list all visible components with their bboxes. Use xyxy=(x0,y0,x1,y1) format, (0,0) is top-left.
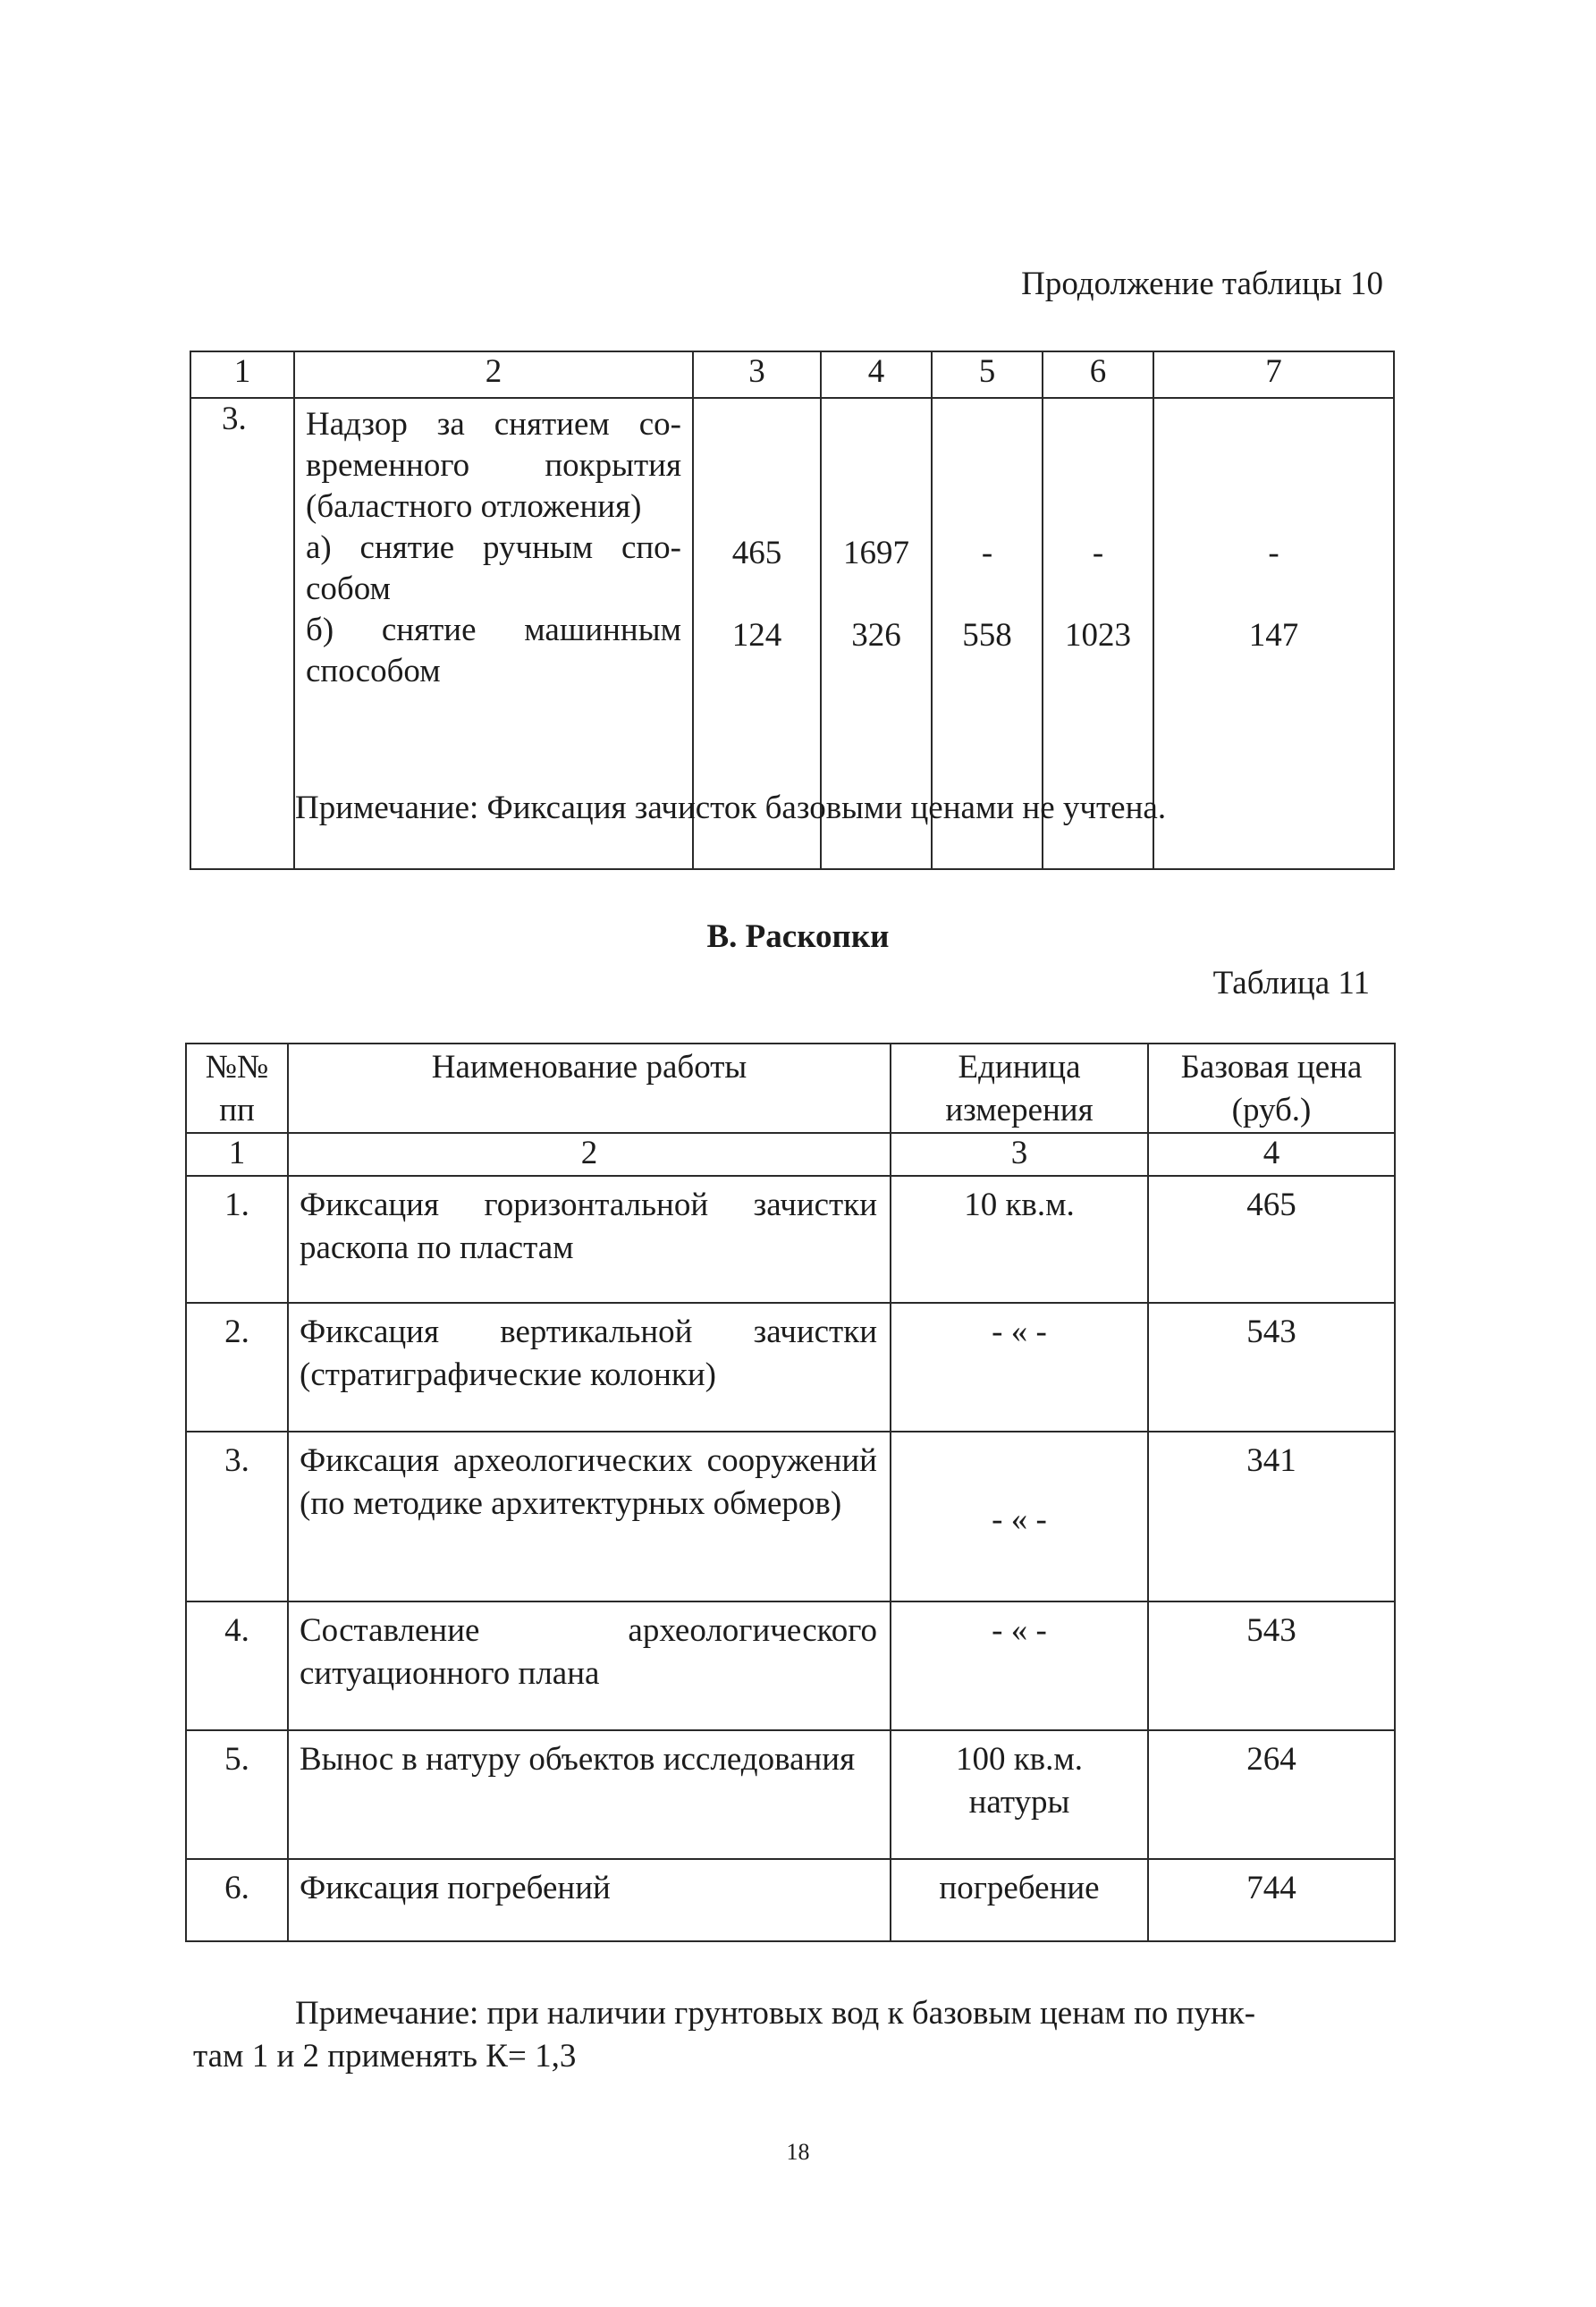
continuation-title: Продолжение таблицы 10 xyxy=(1021,266,1383,302)
value-b: 124 xyxy=(731,617,782,654)
table-10-header-cell: 5 xyxy=(932,351,1043,398)
unit: - « - xyxy=(891,1601,1148,1730)
table-10-header-row xyxy=(190,351,1394,398)
name-line: (баластного отложения) xyxy=(306,488,642,525)
value-a: - xyxy=(981,535,993,571)
value-a: - xyxy=(1268,535,1279,571)
header-number: №№ пп xyxy=(186,1044,288,1133)
name-line: Надзор за снятием со- xyxy=(306,406,681,443)
note-2-line: Примечание: при наличии грунтовых вод к базовым ценам по пунк- xyxy=(295,1995,1256,2032)
name-line: а) снятие ручным спо- xyxy=(306,529,681,566)
value-b: 558 xyxy=(962,617,1012,654)
value-a: - xyxy=(1092,535,1104,571)
table-11-title: Таблица 11 xyxy=(1212,965,1370,1001)
table-10-header-cell: 2 xyxy=(294,351,693,398)
column-number: 1 xyxy=(186,1133,288,1176)
table-row xyxy=(186,1859,1395,1941)
table-row xyxy=(186,1432,1395,1601)
work-name: Фиксация археологических сооружений (по методике архитектурных обмеров) xyxy=(288,1432,891,1601)
table-11-header-row xyxy=(186,1044,1395,1133)
price: 543 xyxy=(1148,1303,1395,1432)
note-2 xyxy=(193,1992,1377,2078)
table-row xyxy=(186,1601,1395,1730)
unit: 100 кв.м. натуры xyxy=(891,1730,1148,1859)
note-2-line: там 1 и 2 применять К= 1,3 xyxy=(193,2038,577,2075)
row-number: 5. xyxy=(186,1730,288,1859)
row-number: 2. xyxy=(186,1303,288,1432)
name-line: б) снятие машинным xyxy=(306,612,681,648)
header-unit: Единица измерения xyxy=(891,1044,1148,1133)
unit: 10 кв.м. xyxy=(891,1176,1148,1303)
price: 543 xyxy=(1148,1601,1395,1730)
work-name: Фиксация горизонтальной зачистки раскопа по пластам xyxy=(288,1176,891,1303)
column-number: 2 xyxy=(288,1133,891,1176)
table-row xyxy=(186,1176,1395,1303)
unit: - « - xyxy=(891,1432,1148,1601)
name-line: временного покрытия xyxy=(306,447,681,484)
table-10-header-cell: 6 xyxy=(1043,351,1153,398)
unit: погребение xyxy=(891,1859,1148,1941)
page-number: 18 xyxy=(786,2139,810,2165)
row-number: 4. xyxy=(186,1601,288,1730)
table-11-column-numbers xyxy=(186,1133,1395,1176)
work-name: Вынос в натуру объектов исследования xyxy=(288,1730,891,1859)
work-name: Составление археологического ситуационного плана xyxy=(288,1601,891,1730)
value-cell xyxy=(1153,398,1394,869)
header-price: Базовая цена (руб.) xyxy=(1148,1044,1395,1133)
price: 341 xyxy=(1148,1432,1395,1601)
value-b: 326 xyxy=(851,617,901,654)
work-name: Фиксация вертикальной зачистки (стратиграфические колонки) xyxy=(288,1303,891,1432)
value-b: 147 xyxy=(1248,617,1299,654)
table-row xyxy=(186,1303,1395,1432)
name-line: способом xyxy=(306,653,441,689)
table-row xyxy=(186,1730,1395,1859)
row-number: 3. xyxy=(186,1432,288,1601)
table-10-header-cell: 1 xyxy=(190,351,294,398)
table-10-header-cell: 3 xyxy=(693,351,821,398)
price: 264 xyxy=(1148,1730,1395,1859)
table-10-header-cell: 4 xyxy=(821,351,932,398)
value-b: 1023 xyxy=(1065,617,1131,654)
note-1: Примечание: Фиксация зачисток базовыми ценами не учтена. xyxy=(295,790,1167,826)
name-line: собом xyxy=(306,570,391,607)
column-number: 3 xyxy=(891,1133,1148,1176)
price: 744 xyxy=(1148,1859,1395,1941)
header-name: Наименование работы xyxy=(288,1044,891,1133)
value-a: 1697 xyxy=(843,535,909,571)
row-number: 1. xyxy=(186,1176,288,1303)
row-number: 3. xyxy=(190,398,294,869)
row-number: 6. xyxy=(186,1859,288,1941)
work-name: Фиксация погребений xyxy=(288,1859,891,1941)
column-number: 4 xyxy=(1148,1133,1395,1176)
unit: - « - xyxy=(891,1303,1148,1432)
price: 465 xyxy=(1148,1176,1395,1303)
value-a: 465 xyxy=(731,535,782,571)
section-title: В. Раскопки xyxy=(706,918,890,955)
table-11 xyxy=(185,1043,1396,1942)
table-10-header-cell: 7 xyxy=(1153,351,1394,398)
